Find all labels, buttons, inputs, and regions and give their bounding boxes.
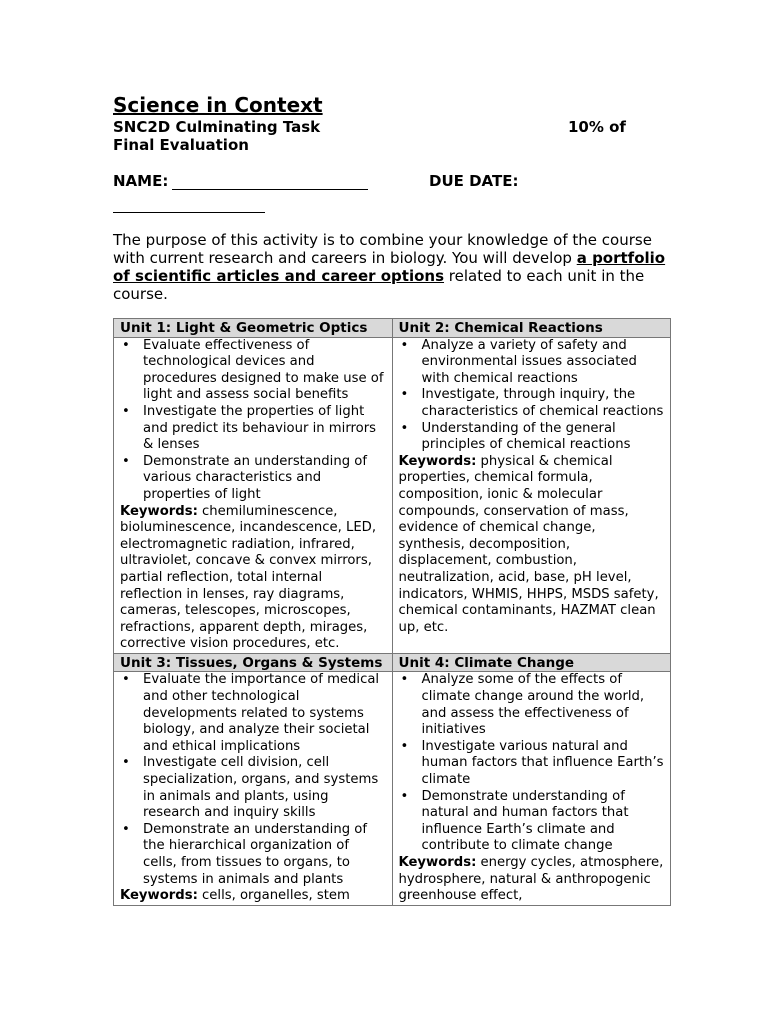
task-name: SNC2D Culminating Task — [113, 118, 321, 136]
unit-4-body — [392, 672, 671, 905]
intro-emphasis: a portfolio of scientific articles and career options — [113, 249, 666, 285]
list-item: • Investigate various natural and human factors that influence Earth’s climate — [399, 739, 665, 789]
unit-1-outcomes — [120, 338, 386, 504]
unit-3-keywords — [120, 888, 386, 905]
unit-2-outcomes — [399, 338, 665, 454]
list-item: • Investigate cell division, cell specialization, organs, and systems in animals and plants, using research and inquiry skills — [120, 755, 386, 821]
task-line — [113, 118, 673, 136]
unit-1-heading: Unit 1: Light & Geometric Optics — [114, 319, 393, 338]
keywords-text: energy cycles, atmosphere, hydrosphere, natural & anthropogenic greenhouse effect, — [398, 855, 664, 904]
list-item: • Investigate the properties of light and predict its behaviour in mirrors & lenses — [120, 404, 386, 454]
unit-4-outcomes — [399, 672, 665, 855]
table-row — [114, 319, 671, 338]
keywords-label: Keywords: — [398, 453, 477, 469]
list-item: • Evaluate the importance of medical and other technological developments related to systems biology, and analyze their societal and ethical implications — [120, 672, 386, 755]
keywords-label: Keywords: — [120, 503, 198, 519]
list-item: • Understanding of the general principles of chemical reactions — [399, 421, 665, 454]
table-row — [114, 653, 671, 672]
list-item: • Demonstrate understanding of natural and human factors that influence Earth’s climate and contribute to climate change — [399, 789, 665, 855]
list-item: • Demonstrate an understanding of the hierarchical organization of cells, from tissues to organs, to systems in animals and plants — [120, 822, 386, 888]
name-row — [113, 172, 673, 190]
task-weight: 10% of — [568, 118, 626, 136]
intro-text-1: The purpose of this activity is to combine your knowledge of the course with current research and careers in biology. You will develop — [113, 231, 652, 267]
table-row — [114, 337, 671, 653]
unit-2-body — [392, 337, 671, 653]
table-row — [114, 672, 671, 905]
list-item: • Investigate, through inquiry, the characteristics of chemical reactions — [399, 387, 665, 420]
name-label: NAME: — [113, 172, 169, 190]
keywords-label: Keywords: — [398, 855, 477, 870]
unit-2-keywords — [399, 454, 665, 637]
unit-1-body — [114, 337, 393, 653]
list-item: • Analyze some of the effects of climate change around the world, and assess the effectiveness of initiatives — [399, 672, 665, 738]
intro-text-2: related to each unit in the course. — [113, 267, 645, 303]
units-table — [113, 318, 671, 906]
keywords-text: physical & chemical properties, chemical formula, composition, ionic & molecular compounds, conservation of mass, evidence of chemical change, synthesis, decomposition, displacement, combustion, neutralization, acid, base, pH level, indicators, WHMIS, HHPS, MSDS safety, chemical contaminants, HAZMAT clean up, etc. — [398, 453, 659, 635]
list-item: • Analyze a variety of safety and environmental issues associated with chemical reactions — [399, 338, 665, 388]
unit-3-outcomes — [120, 672, 386, 888]
document-title: Science in Context — [113, 93, 323, 117]
keywords-label: Keywords: — [120, 888, 198, 904]
list-item: • Demonstrate an understanding of various characteristics and properties of light — [120, 454, 386, 504]
unit-3-heading: Unit 3: Tissues, Organs & Systems — [114, 653, 393, 672]
unit-3-body — [114, 672, 393, 905]
due-date-label: DUE DATE: — [429, 172, 519, 190]
keywords-text: chemiluminescence, bioluminescence, incandescence, LED, electromagnetic radiation, infrared, ultraviolet, concave & convex mirrors, partial reflection, total internal reflection in lenses, ray diagrams, cameras, telescopes, microscopes, refractions, apparent depth, mirages, corrective vision procedures, etc. — [120, 503, 377, 652]
due-date-blank[interactable] — [113, 198, 265, 213]
name-blank[interactable] — [172, 175, 368, 190]
keywords-text: cells, organelles, stem — [197, 888, 350, 904]
unit-4-keywords — [399, 855, 665, 905]
task-weight-continued: Final Evaluation — [113, 136, 249, 154]
unit-2-heading: Unit 2: Chemical Reactions — [392, 319, 671, 338]
intro-paragraph — [113, 231, 673, 303]
unit-1-keywords — [120, 504, 386, 653]
unit-4-heading: Unit 4: Climate Change — [392, 653, 671, 672]
document-page — [113, 92, 673, 906]
list-item: • Evaluate effectiveness of technological devices and procedures designed to make use of light and assess social benefits — [120, 338, 386, 404]
